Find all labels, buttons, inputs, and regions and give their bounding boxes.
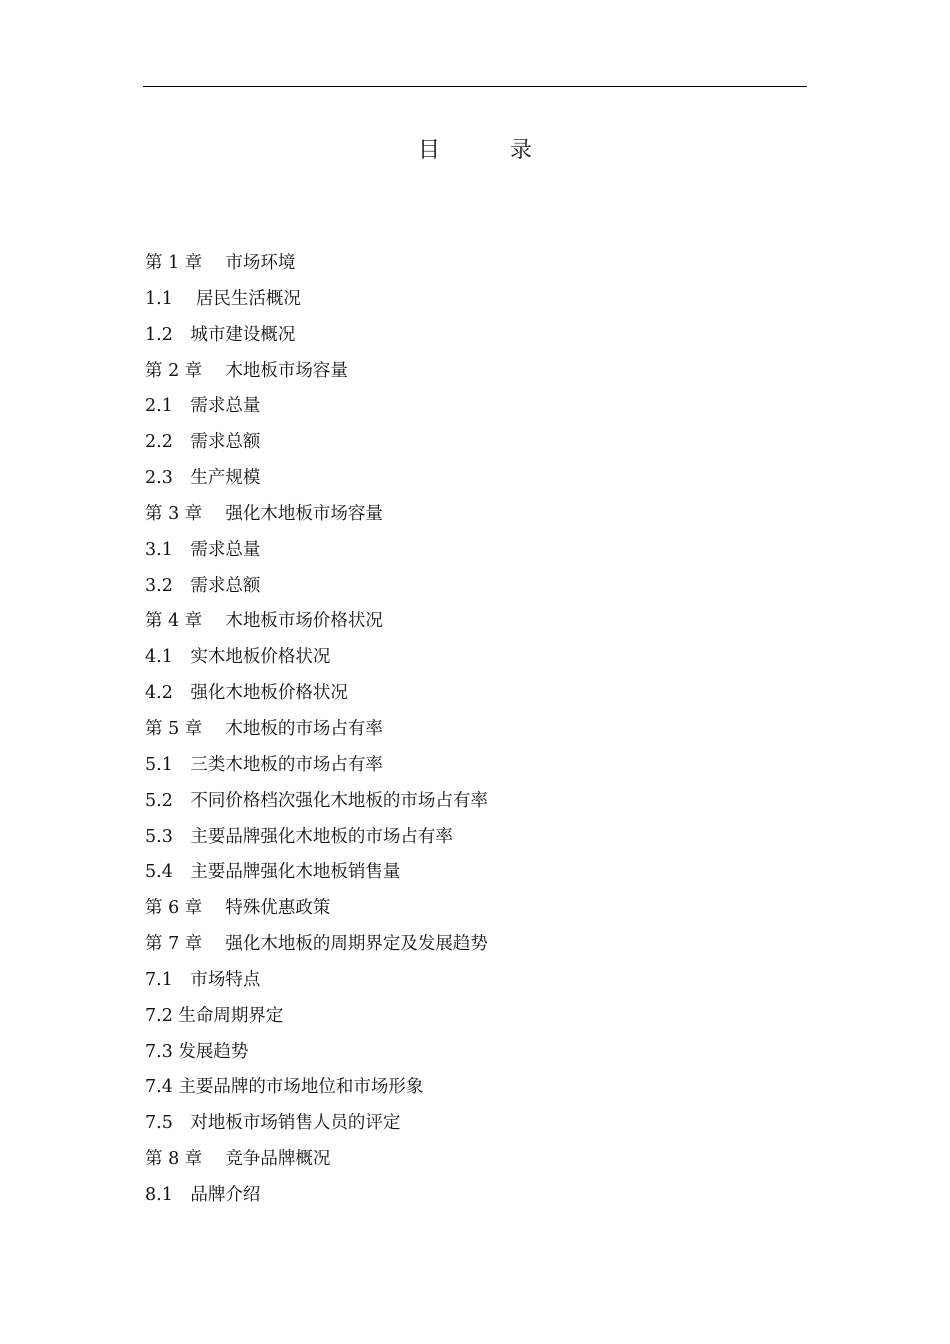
toc-entry-8-1[interactable]: 8.1 品牌介绍 [145, 1184, 261, 1205]
toc-entry-5-3[interactable]: 5.3 主要品牌强化木地板的市场占有率 [145, 826, 453, 847]
toc-entry-5-2[interactable]: 5.2 不同价格档次强化木地板的市场占有率 [145, 790, 488, 811]
toc-entry-2-3[interactable]: 2.3 生产规模 [145, 468, 261, 489]
toc-entry-chapter-7[interactable]: 第 7 章 强化木地板的周期界定及发展趋势 [145, 934, 488, 955]
toc-entry-5-4[interactable]: 5.4 主要品牌强化木地板销售量 [145, 862, 401, 883]
toc-entry-chapter-4[interactable]: 第 4 章 木地板市场价格状况 [145, 611, 383, 632]
toc-entry-7-5[interactable]: 7.5 对地板市场销售人员的评定 [145, 1113, 401, 1134]
toc-entry-chapter-5[interactable]: 第 5 章 木地板的市场占有率 [145, 718, 383, 739]
toc-entry-chapter-6[interactable]: 第 6 章 特殊优惠政策 [145, 898, 331, 919]
toc-entry-4-2[interactable]: 4.2 强化木地板价格状况 [145, 683, 348, 704]
toc-entry-2-2[interactable]: 2.2 需求总额 [145, 432, 261, 453]
toc-entry-7-4[interactable]: 7.4 主要品牌的市场地位和市场形象 [145, 1077, 424, 1098]
toc-entry-1-1[interactable]: 1.1 居民生活概况 [145, 288, 301, 309]
header-rule [143, 86, 807, 87]
toc-entry-chapter-8[interactable]: 第 8 章 竞争品牌概况 [145, 1149, 331, 1170]
toc-entry-1-2[interactable]: 1.2 城市建设概况 [145, 324, 296, 345]
table-of-contents [145, 250, 488, 1218]
toc-entry-3-2[interactable]: 3.2 需求总额 [145, 575, 261, 596]
toc-entry-7-3[interactable]: 7.3 发展趋势 [145, 1041, 249, 1062]
toc-entry-2-1[interactable]: 2.1 需求总量 [145, 396, 261, 417]
toc-entry-4-1[interactable]: 4.1 实木地板价格状况 [145, 647, 331, 668]
toc-entry-chapter-1[interactable]: 第 1 章 市场环境 [145, 253, 296, 273]
toc-entry-5-1[interactable]: 5.1 三类木地板的市场占有率 [145, 754, 383, 775]
toc-entry-7-1[interactable]: 7.1 市场特点 [145, 969, 261, 990]
toc-entry-7-2[interactable]: 7.2 生命周期界定 [145, 1005, 284, 1026]
toc-entry-chapter-2[interactable]: 第 2 章 木地板市场容量 [145, 360, 348, 381]
toc-entry-chapter-3[interactable]: 第 3 章 强化木地板市场容量 [145, 503, 383, 524]
page-title: 目 录 [417, 138, 556, 163]
toc-entry-3-1[interactable]: 3.1 需求总量 [145, 539, 261, 560]
